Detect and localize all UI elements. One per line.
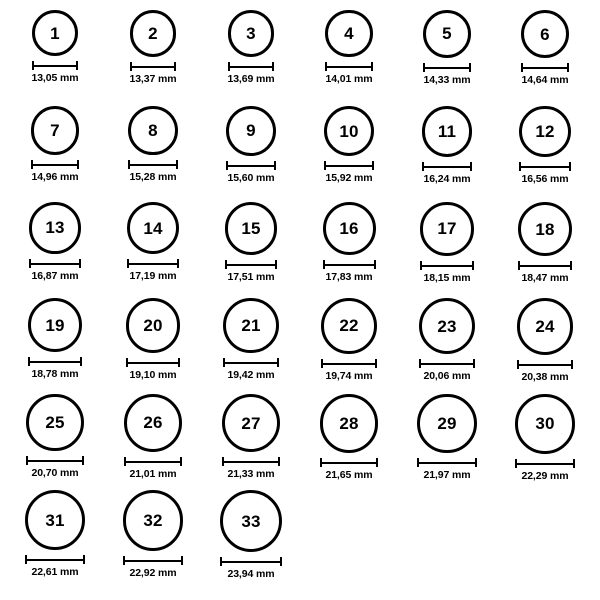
measure-tick-right — [180, 457, 182, 466]
measure-line — [519, 166, 570, 168]
ring-size-number: 19 — [45, 315, 65, 335]
ring-size-cell — [6, 394, 104, 490]
diameter-measure-bar — [123, 556, 184, 565]
measure-tick-right — [82, 456, 84, 465]
diameter-label: 18,78 mm — [31, 368, 79, 381]
ring-size-cell — [496, 394, 594, 490]
ring-circle — [29, 202, 81, 254]
measure-line — [226, 165, 276, 167]
measure-line — [28, 361, 82, 363]
ring-size-cell — [104, 10, 202, 106]
ring-size-number: 22 — [339, 316, 359, 336]
ring-size-number: 16 — [339, 219, 359, 238]
measure-tick-right — [280, 557, 282, 566]
diameter-measure-bar — [422, 162, 473, 171]
measure-tick-right — [475, 458, 477, 467]
diameter-label: 15,28 mm — [129, 171, 177, 184]
measure-line — [29, 263, 81, 265]
ring-size-number: 32 — [143, 510, 163, 530]
ring-circle — [420, 202, 474, 256]
diameter-measure-bar — [517, 360, 574, 369]
measure-line — [423, 67, 471, 69]
measure-tick-right — [570, 261, 572, 270]
ring-circle — [32, 10, 78, 56]
measure-line — [420, 265, 474, 267]
ring-size-grid — [6, 10, 594, 586]
measure-tick-right — [79, 259, 81, 268]
measure-line — [422, 166, 473, 168]
ring-circle — [130, 10, 177, 57]
ring-size-cell — [6, 490, 104, 586]
measure-line — [25, 559, 85, 561]
ring-size-cell — [398, 202, 496, 298]
diameter-label: 17,19 mm — [129, 270, 177, 283]
ring-circle — [223, 298, 278, 353]
measure-tick-right — [77, 160, 79, 169]
measure-tick-right — [80, 357, 82, 366]
diameter-measure-bar — [29, 259, 81, 268]
diameter-label: 22,61 mm — [31, 566, 79, 578]
ring-size-number: 5 — [442, 24, 452, 44]
measure-tick-right — [376, 458, 378, 467]
diameter-measure-bar — [32, 61, 78, 70]
ring-size-cell — [202, 202, 300, 298]
ring-circle — [28, 298, 82, 352]
measure-line — [130, 66, 177, 68]
measure-line — [518, 265, 572, 267]
ring-size-cell — [496, 298, 594, 394]
measure-line — [222, 461, 280, 463]
measure-tick-right — [372, 161, 374, 170]
ring-size-number: 25 — [45, 413, 65, 433]
ring-size-number: 12 — [535, 122, 555, 142]
diameter-label: 21,01 mm — [129, 467, 177, 480]
diameter-label: 23,94 mm — [227, 568, 275, 580]
ring-circle — [127, 202, 179, 254]
diameter-label: 15,60 mm — [227, 171, 275, 184]
measure-tick-right — [275, 260, 277, 269]
measure-tick-right — [569, 162, 571, 171]
diameter-measure-bar — [518, 261, 572, 270]
measure-line — [419, 363, 475, 365]
diameter-measure-bar — [127, 259, 179, 268]
measure-line — [417, 462, 476, 464]
diameter-measure-bar — [324, 161, 374, 170]
diameter-label: 20,06 mm — [423, 370, 471, 383]
ring-size-cell — [6, 106, 104, 202]
ring-size-number: 33 — [241, 511, 261, 531]
ring-circle — [518, 202, 572, 256]
ring-size-cell — [6, 10, 104, 106]
diameter-label: 20,70 mm — [31, 467, 79, 480]
measure-tick-right — [181, 556, 183, 565]
diameter-measure-bar — [124, 457, 182, 466]
diameter-measure-bar — [223, 358, 278, 367]
measure-tick-right — [176, 160, 178, 169]
ring-size-cell — [300, 298, 398, 394]
diameter-measure-bar — [220, 557, 282, 566]
diameter-label: 13,05 mm — [31, 72, 79, 84]
diameter-label: 14,33 mm — [423, 73, 471, 86]
ring-size-number: 27 — [241, 413, 261, 433]
ring-size-cell — [300, 10, 398, 106]
diameter-measure-bar — [28, 357, 82, 366]
ring-circle — [422, 106, 473, 157]
ring-circle — [225, 202, 278, 255]
measure-tick-right — [469, 63, 471, 72]
measure-tick-right — [571, 360, 573, 369]
ring-size-cell — [300, 202, 398, 298]
ring-size-number: 4 — [344, 24, 354, 44]
ring-circle — [321, 298, 377, 354]
diameter-label: 16,24 mm — [423, 172, 471, 185]
ring-circle — [320, 394, 379, 453]
ring-circle — [517, 298, 574, 355]
ring-size-cell — [398, 298, 496, 394]
ring-size-cell — [496, 106, 594, 202]
diameter-measure-bar — [25, 555, 85, 564]
diameter-label: 18,47 mm — [521, 272, 569, 284]
diameter-label: 17,51 mm — [227, 270, 275, 283]
measure-line — [517, 364, 574, 366]
diameter-label: 21,97 mm — [423, 469, 471, 482]
ring-size-number: 9 — [246, 121, 256, 141]
diameter-label: 13,37 mm — [129, 72, 177, 85]
ring-circle — [26, 394, 83, 451]
measure-line — [521, 67, 569, 69]
ring-circle — [31, 106, 80, 155]
measure-tick-right — [178, 358, 180, 367]
ring-size-number: 31 — [45, 510, 65, 530]
measure-line — [225, 264, 278, 266]
ring-size-number: 17 — [437, 219, 457, 239]
diameter-measure-bar — [325, 62, 372, 71]
measure-line — [127, 263, 179, 265]
diameter-measure-bar — [417, 458, 476, 467]
diameter-label: 17,83 mm — [325, 271, 373, 283]
measure-line — [31, 164, 80, 166]
measure-line — [26, 460, 83, 462]
measure-tick-right — [278, 457, 280, 466]
diameter-label: 21,65 mm — [325, 468, 373, 481]
diameter-measure-bar — [519, 162, 570, 171]
ring-size-number: 21 — [241, 316, 261, 336]
ring-size-number: 28 — [339, 413, 359, 433]
ring-size-cell — [398, 10, 496, 106]
ring-size-cell — [104, 490, 202, 586]
measure-line — [324, 165, 374, 167]
diameter-measure-bar — [423, 63, 471, 72]
diameter-measure-bar — [26, 456, 83, 465]
ring-size-cell — [202, 10, 300, 106]
ring-circle — [423, 10, 471, 58]
diameter-measure-bar — [225, 260, 278, 269]
ring-size-cell — [202, 490, 300, 586]
diameter-measure-bar — [228, 62, 275, 71]
ring-size-number: 24 — [535, 316, 555, 336]
ring-size-cell — [104, 298, 202, 394]
ring-size-cell — [104, 394, 202, 490]
diameter-label: 16,56 mm — [521, 173, 569, 186]
ring-size-cell — [6, 298, 104, 394]
diameter-measure-bar — [320, 458, 379, 467]
diameter-label: 14,64 mm — [521, 74, 569, 87]
diameter-label: 22,29 mm — [521, 469, 569, 482]
ring-size-number: 7 — [50, 120, 60, 140]
diameter-measure-bar — [323, 260, 376, 269]
ring-size-cell — [398, 106, 496, 202]
ring-circle — [124, 394, 182, 452]
diameter-label: 13,69 mm — [227, 72, 275, 85]
ring-size-cell — [496, 202, 594, 298]
ring-size-cell — [496, 10, 594, 106]
ring-circle — [515, 394, 575, 454]
diameter-measure-bar — [420, 261, 474, 270]
ring-circle — [123, 490, 184, 551]
diameter-label: 21,33 mm — [227, 468, 275, 481]
ring-size-cell — [300, 394, 398, 490]
measure-tick-right — [573, 459, 575, 468]
ring-size-number: 18 — [535, 219, 555, 239]
measure-line — [124, 461, 182, 463]
ring-size-number: 29 — [437, 414, 457, 434]
ring-circle — [419, 298, 475, 354]
measure-line — [220, 561, 282, 563]
ring-circle — [128, 106, 177, 155]
ring-size-number: 30 — [535, 414, 555, 434]
measure-tick-right — [473, 359, 475, 368]
ring-size-cell — [104, 106, 202, 202]
ring-size-number: 26 — [143, 413, 163, 433]
ring-size-number: 14 — [143, 218, 163, 238]
ring-size-number: 3 — [246, 23, 256, 43]
measure-tick-right — [375, 359, 377, 368]
ring-size-number: 1 — [50, 23, 60, 43]
ring-circle — [323, 202, 376, 255]
ring-size-cell — [398, 394, 496, 490]
measure-line — [123, 560, 184, 562]
measure-line — [325, 66, 372, 68]
measure-tick-right — [470, 162, 472, 171]
diameter-measure-bar — [521, 63, 569, 72]
measure-line — [320, 462, 379, 464]
measure-line — [228, 66, 275, 68]
measure-tick-right — [472, 261, 474, 270]
ring-circle — [519, 106, 570, 157]
diameter-measure-bar — [31, 160, 80, 169]
diameter-label: 19,10 mm — [129, 368, 177, 381]
ring-circle — [126, 298, 181, 353]
ring-circle — [220, 490, 282, 552]
measure-line — [515, 463, 575, 465]
diameter-label: 16,87 mm — [31, 269, 79, 282]
diameter-measure-bar — [128, 160, 177, 169]
measure-tick-right — [174, 62, 176, 71]
ring-size-number: 2 — [148, 23, 158, 43]
measure-tick-right — [371, 62, 373, 71]
ring-size-number: 11 — [437, 121, 457, 141]
diameter-measure-bar — [126, 358, 181, 367]
ring-size-cell — [300, 106, 398, 202]
diameter-label: 15,92 mm — [325, 172, 373, 185]
measure-tick-right — [374, 260, 376, 269]
ring-size-number: 6 — [540, 24, 550, 44]
measure-tick-right — [83, 555, 85, 564]
ring-circle — [324, 106, 374, 156]
ring-circle — [25, 490, 85, 550]
measure-tick-right — [274, 161, 276, 170]
ring-size-number: 15 — [241, 218, 261, 238]
measure-tick-right — [177, 259, 179, 268]
measure-line — [32, 65, 78, 67]
ring-circle — [226, 106, 276, 156]
ring-size-number: 20 — [143, 315, 163, 335]
measure-line — [323, 264, 376, 266]
diameter-label: 22,92 mm — [129, 566, 177, 579]
ring-size-number: 23 — [437, 316, 457, 336]
ring-size-number: 8 — [148, 121, 158, 141]
measure-tick-right — [272, 62, 274, 71]
measure-line — [126, 362, 181, 364]
measure-tick-right — [567, 63, 569, 72]
diameter-measure-bar — [419, 359, 475, 368]
diameter-measure-bar — [222, 457, 280, 466]
ring-size-cell — [202, 298, 300, 394]
diameter-measure-bar — [321, 359, 377, 368]
diameter-label: 14,01 mm — [325, 73, 373, 86]
ring-circle — [417, 394, 476, 453]
diameter-measure-bar — [515, 459, 575, 468]
ring-circle — [222, 394, 280, 452]
measure-line — [321, 363, 377, 365]
ring-size-number: 10 — [339, 121, 359, 141]
diameter-label: 19,74 mm — [325, 369, 373, 382]
ring-size-cell — [104, 202, 202, 298]
ring-circle — [521, 10, 569, 58]
ring-size-number: 13 — [45, 218, 65, 238]
diameter-label: 14,96 mm — [31, 170, 79, 183]
measure-tick-right — [76, 61, 78, 70]
ring-size-cell — [202, 394, 300, 490]
measure-line — [223, 362, 278, 364]
diameter-label: 18,15 mm — [423, 271, 471, 284]
diameter-measure-bar — [130, 62, 177, 71]
ring-circle — [325, 10, 372, 57]
measure-tick-right — [277, 358, 279, 367]
diameter-measure-bar — [226, 161, 276, 170]
measure-line — [128, 164, 177, 166]
ring-size-cell — [6, 202, 104, 298]
diameter-label: 19,42 mm — [227, 369, 275, 382]
diameter-label: 20,38 mm — [521, 370, 569, 383]
ring-circle — [228, 10, 275, 57]
ring-size-cell — [202, 106, 300, 202]
